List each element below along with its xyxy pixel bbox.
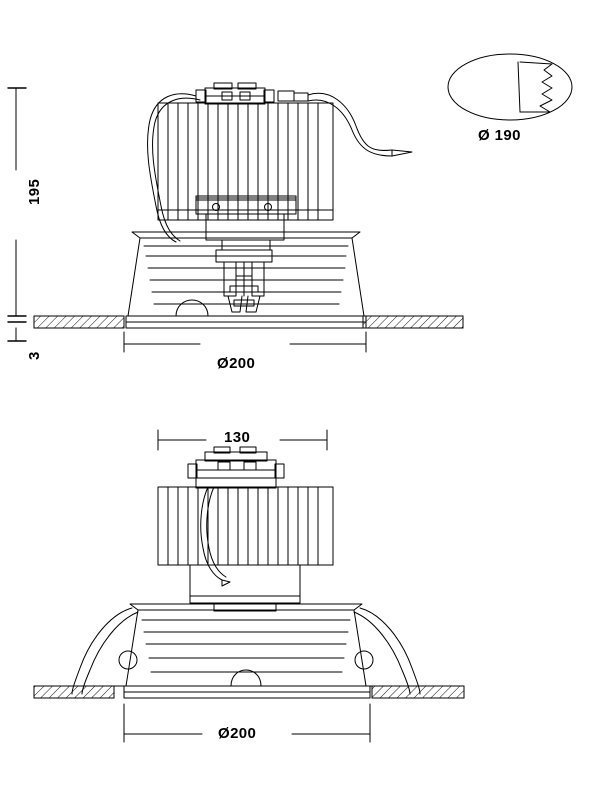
- mounting-bracket-top: [196, 196, 296, 250]
- front-section-view: [34, 430, 464, 742]
- cable-bottom: [201, 487, 230, 586]
- dimension-label-cutout-diameter-190: Ø 190: [478, 127, 521, 144]
- heatsink-bottom: [158, 487, 333, 565]
- spring-clips-bottom: [72, 608, 420, 694]
- dim-line-diameter-200-top: [124, 332, 366, 352]
- heatsink-top: [158, 103, 333, 220]
- lamp-tilt-mechanism-top: [216, 250, 272, 312]
- housing-body-bottom: [124, 604, 370, 698]
- dimension-label-height-195: 195: [26, 178, 43, 205]
- cutout-detail-view: [448, 54, 572, 120]
- top-cap-assembly-bottom: [188, 447, 284, 488]
- top-cap-assembly: [196, 83, 308, 104]
- side-section-view: [8, 83, 463, 352]
- housing-body-top: [126, 232, 366, 328]
- dimension-label-diameter-200-bottom: Ø200: [218, 725, 257, 742]
- dimension-label-thickness-3: 3: [26, 351, 43, 360]
- dimension-label-diameter-200-top: Ø200: [217, 355, 256, 372]
- dimension-label-width-130: 130: [224, 429, 251, 446]
- lens-dome-top: [176, 300, 208, 316]
